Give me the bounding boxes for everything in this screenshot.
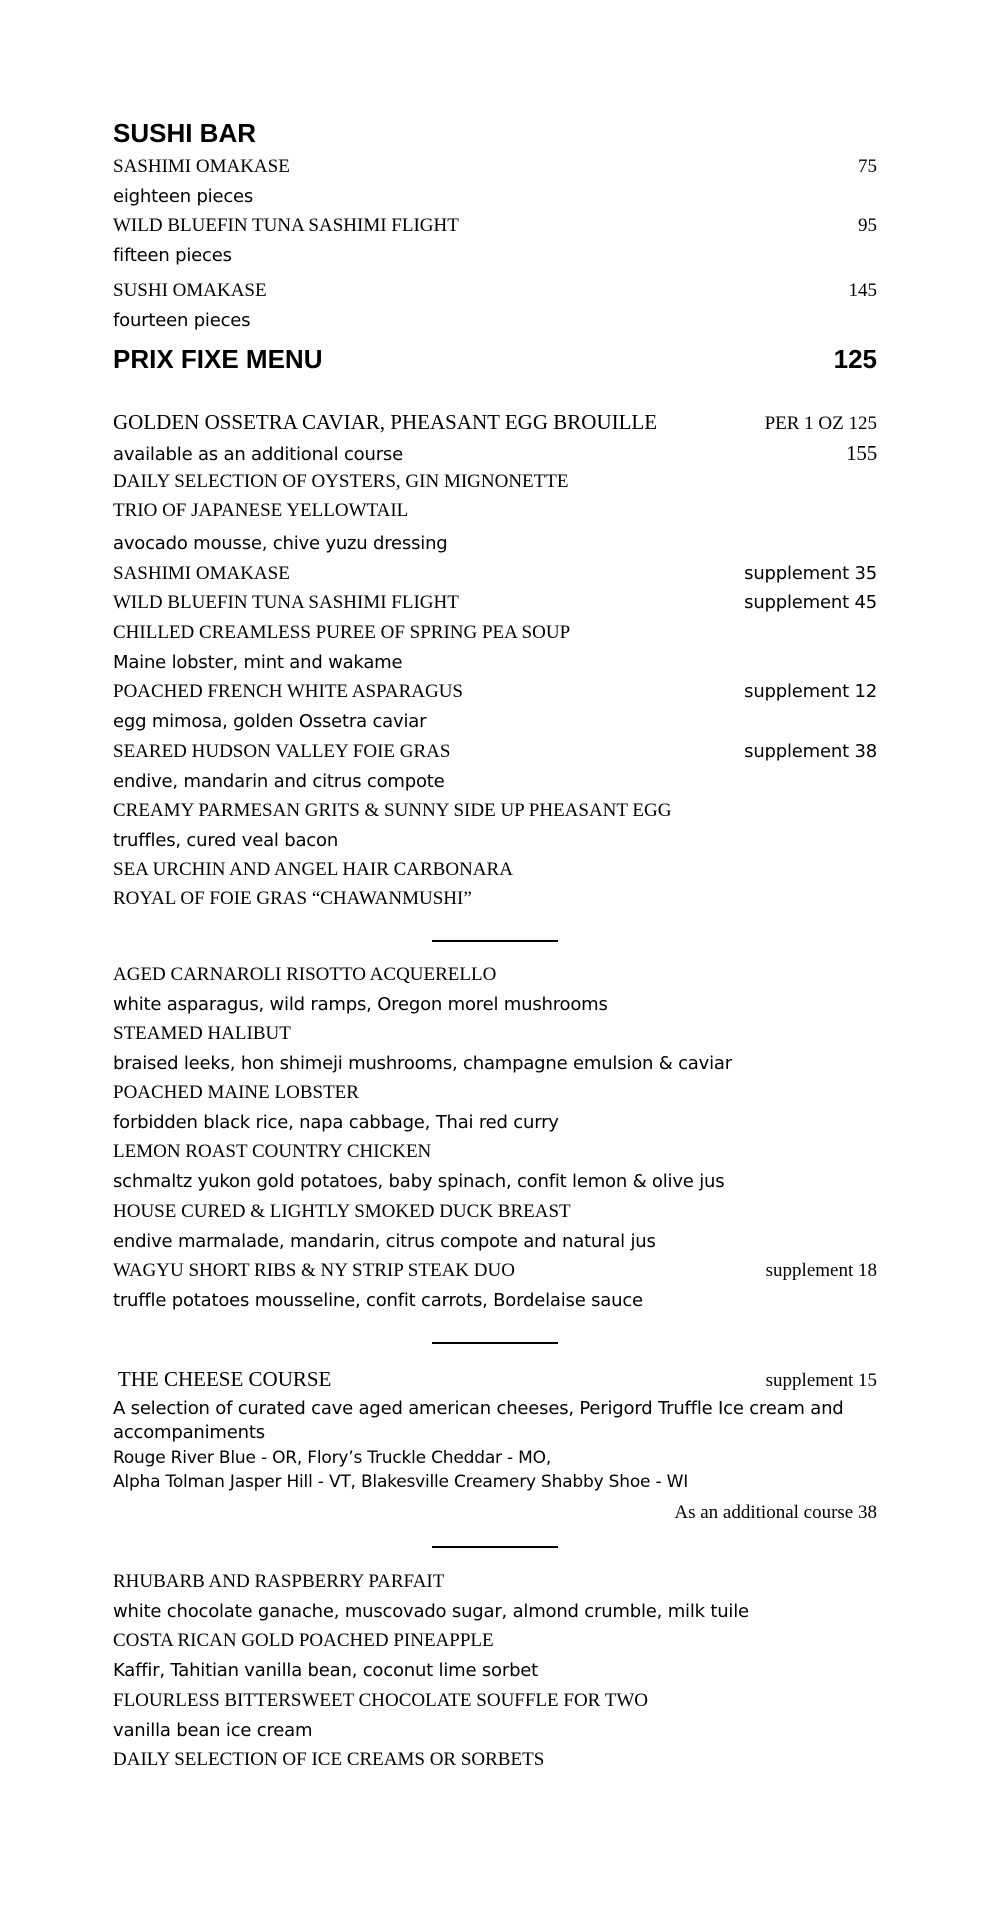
cheese-additional-course xyxy=(113,1502,877,1524)
menu-item-grits xyxy=(113,800,877,822)
item-name: braised leeks, hon shimeji mushrooms, champagne emulsion & caviar xyxy=(113,1053,732,1074)
prix-fixe-price: 125 xyxy=(833,344,877,374)
item-price: 145 xyxy=(848,280,877,301)
item-name: LEMON ROAST COUNTRY CHICKEN xyxy=(113,1141,432,1162)
item-name: Kaffir, Tahitian vanilla bean, coconut lime sorbet xyxy=(113,1660,539,1681)
menu-item-halibut xyxy=(113,1023,877,1045)
item-description xyxy=(113,310,877,331)
menu-item-yellowtail xyxy=(113,500,877,522)
item-description xyxy=(113,711,877,732)
menu-item-pineapple xyxy=(113,1630,877,1652)
item-description xyxy=(113,533,877,554)
menu-item-risotto xyxy=(113,964,877,986)
item-name: truffle potatoes mousseline, confit carrots, Bordelaise sauce xyxy=(113,1290,643,1311)
item-name: A selection of curated cave aged american cheeses, Perigord Truffle Ice cream and accompaniments xyxy=(113,1398,844,1443)
item-description xyxy=(113,771,877,792)
menu-item-sashimi-omakase xyxy=(113,156,877,178)
item-name: DAILY SELECTION OF OYSTERS, GIN MIGNONETTE xyxy=(113,471,569,492)
menu-item-pea-soup xyxy=(113,622,877,644)
menu-item-foie-gras xyxy=(113,741,877,763)
menu-item-chawanmushi xyxy=(113,888,877,910)
item-price: 95 xyxy=(858,215,877,236)
item-description xyxy=(113,1601,877,1622)
item-description xyxy=(113,1053,877,1074)
section-title-prix-fixe xyxy=(113,344,877,375)
item-name: STEAMED HALIBUT xyxy=(113,1023,291,1044)
item-name: Maine lobster, mint and wakame xyxy=(113,652,403,673)
item-description xyxy=(113,1397,877,1445)
item-name: RHUBARB AND RASPBERRY PARFAIT xyxy=(113,1571,445,1592)
item-name: POACHED FRENCH WHITE ASPARAGUS xyxy=(113,681,463,702)
item-name: forbidden black rice, napa cabbage, Thai red curry xyxy=(113,1112,559,1133)
item-name: truffles, cured veal bacon xyxy=(113,830,339,851)
item-description xyxy=(113,994,877,1015)
menu-page xyxy=(113,0,877,1920)
item-name: vanilla bean ice cream xyxy=(113,1720,313,1741)
menu-item-sushi-omakase xyxy=(113,280,877,302)
item-name: SASHIMI OMAKASE xyxy=(113,156,290,177)
item-name: avocado mousse, chive yuzu dressing xyxy=(113,533,448,554)
item-description xyxy=(113,441,877,466)
item-price: 75 xyxy=(858,156,877,177)
section-divider xyxy=(432,1342,558,1344)
item-description xyxy=(113,830,877,851)
item-description xyxy=(113,186,877,207)
item-name: endive marmalade, mandarin, citrus compote and natural jus xyxy=(113,1231,656,1252)
item-name: egg mimosa, golden Ossetra caviar xyxy=(113,711,427,732)
item-name: SUSHI BAR xyxy=(113,118,257,148)
menu-item-oysters xyxy=(113,471,877,493)
item-name: GOLDEN OSSETRA CAVIAR, PHEASANT EGG BROUILLE xyxy=(113,410,658,434)
section-title-sushi-bar xyxy=(113,118,877,149)
item-name: WILD BLUEFIN TUNA SASHIMI FLIGHT xyxy=(113,215,459,236)
item-name: SUSHI OMAKASE xyxy=(113,280,267,301)
item-name: WAGYU SHORT RIBS & NY STRIP STEAK DUO xyxy=(113,1260,515,1281)
item-name: eighteen pieces xyxy=(113,186,254,207)
item-description xyxy=(113,652,877,673)
section-divider xyxy=(432,1546,558,1548)
item-name: FLOURLESS BITTERSWEET CHOCOLATE SOUFFLE FOR TWO xyxy=(113,1690,649,1711)
menu-item-parfait xyxy=(113,1571,877,1593)
item-name: SEA URCHIN AND ANGEL HAIR CARBONARA xyxy=(113,859,513,880)
menu-item-wagyu xyxy=(113,1260,877,1282)
cheese-list-line xyxy=(113,1448,877,1468)
item-name: COSTA RICAN GOLD POACHED PINEAPPLE xyxy=(113,1630,494,1651)
item-supplement: supplement 38 xyxy=(744,741,877,762)
item-name: white asparagus, wild ramps, Oregon morel mushrooms xyxy=(113,994,608,1015)
item-name: THE CHEESE COURSE xyxy=(113,1367,332,1391)
item-name: TRIO OF JAPANESE YELLOWTAIL xyxy=(113,500,409,521)
menu-item-lobster xyxy=(113,1082,877,1104)
item-name: SEARED HUDSON VALLEY FOIE GRAS xyxy=(113,741,451,762)
cheese-list-line xyxy=(113,1472,877,1492)
item-description xyxy=(113,1660,877,1681)
item-name: HOUSE CURED & LIGHTLY SMOKED DUCK BREAST xyxy=(113,1201,571,1222)
item-supplement: supplement 35 xyxy=(744,563,877,584)
item-name: DAILY SELECTION OF ICE CREAMS OR SORBETS xyxy=(113,1749,545,1770)
item-name: POACHED MAINE LOBSTER xyxy=(113,1082,359,1103)
menu-item-bluefin-flight xyxy=(113,215,877,237)
menu-item-chicken xyxy=(113,1141,877,1163)
item-name: schmaltz yukon gold potatoes, baby spinach, confit lemon & olive jus xyxy=(113,1171,725,1192)
item-name: WILD BLUEFIN TUNA SASHIMI FLIGHT xyxy=(113,592,459,613)
menu-item-cheese-course xyxy=(113,1367,877,1392)
item-description xyxy=(113,1112,877,1133)
menu-item-carbonara xyxy=(113,859,877,881)
item-name: Rouge River Blue - OR, Flory’s Truckle Cheddar - MO, xyxy=(113,1448,552,1468)
menu-item-souffle xyxy=(113,1690,877,1712)
item-name: CREAMY PARMESAN GRITS & SUNNY SIDE UP PHEASANT EGG xyxy=(113,800,672,821)
item-name: SASHIMI OMAKASE xyxy=(113,563,290,584)
item-name: white chocolate ganache, muscovado sugar, almond crumble, milk tuile xyxy=(113,1601,749,1622)
item-name: AGED CARNAROLI RISOTTO ACQUERELLO xyxy=(113,964,497,985)
item-supplement: supplement 12 xyxy=(744,681,877,702)
item-supplement: supplement 18 xyxy=(765,1260,877,1281)
item-description xyxy=(113,1171,877,1192)
item-price: 155 xyxy=(846,441,877,465)
item-name: CHILLED CREAMLESS PUREE OF SPRING PEA SOUP xyxy=(113,622,571,643)
item-supplement: supplement 45 xyxy=(744,592,877,613)
item-name: fourteen pieces xyxy=(113,310,251,331)
menu-item-duck xyxy=(113,1201,877,1223)
item-name: endive, mandarin and citrus compote xyxy=(113,771,445,792)
menu-item-sashimi-supplement xyxy=(113,563,877,585)
menu-item-asparagus xyxy=(113,681,877,703)
item-name: PRIX FIXE MENU xyxy=(113,344,323,374)
item-supplement: supplement 15 xyxy=(765,1370,877,1391)
menu-item-ice-cream xyxy=(113,1749,877,1771)
item-name: ROYAL OF FOIE GRAS “CHAWANMUSHI” xyxy=(113,888,472,909)
item-name: Alpha Tolman Jasper Hill - VT, Blakesville Creamery Shabby Shoe - WI xyxy=(113,1472,689,1492)
item-name: As an additional course 38 xyxy=(674,1502,877,1523)
menu-item-caviar xyxy=(113,410,877,435)
item-name: fifteen pieces xyxy=(113,245,232,266)
item-description xyxy=(113,1720,877,1741)
menu-item-bluefin-supplement xyxy=(113,592,877,614)
item-description xyxy=(113,1290,877,1311)
item-description xyxy=(113,1231,877,1252)
section-divider xyxy=(432,940,558,942)
item-name: available as an additional course xyxy=(113,444,403,465)
item-price: PER 1 OZ 125 xyxy=(764,413,877,434)
item-description xyxy=(113,245,877,266)
